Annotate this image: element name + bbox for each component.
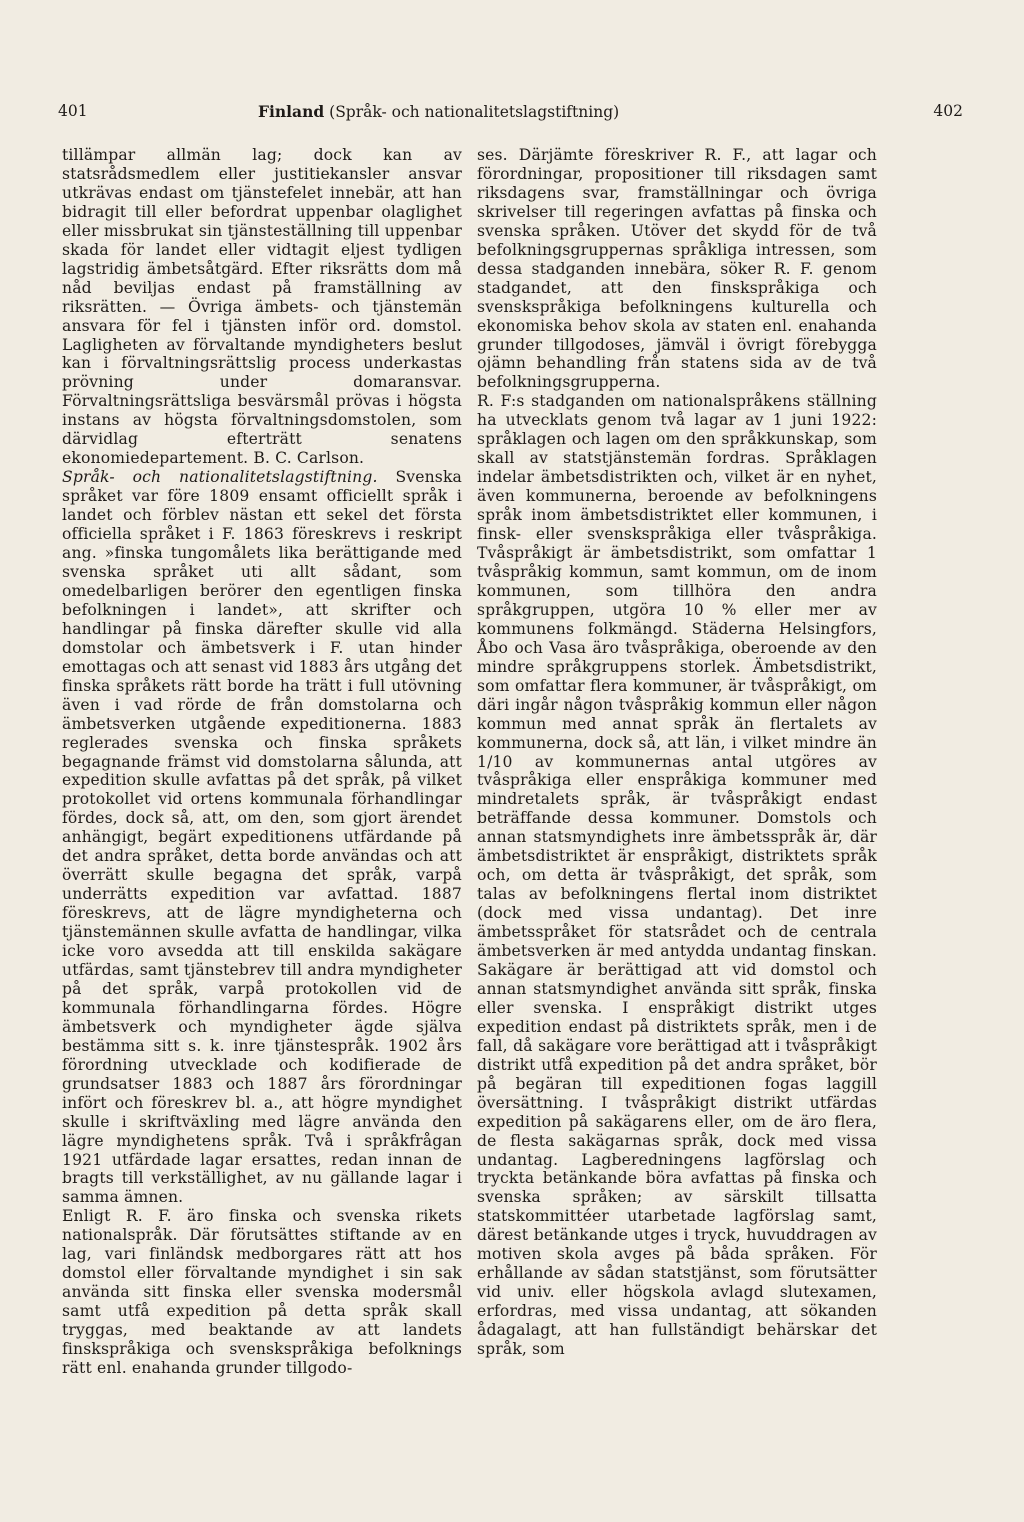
running-header: [58, 102, 963, 128]
page-number-left: 401: [58, 102, 88, 120]
paragraph: [62, 146, 462, 468]
paragraph-text: ses. Därjämte föreskriver R. F., att lagar och förordningar, propositioner till riksdagen samt riksdagens svar, framställningar och övriga skrivelser till regeringen avfattas på finska och svenska språken. Utöver det skydd för de två befolkningsgruppernas språkliga intressen, som dessa stadganden innebära, söker R. F. genom stadgandet, att den finskspråkiga och svenskspråkiga befolkningens kulturella och ekonomiska behov skola av staten enl. enahanda grunder tillgodoses, jämväl i övrigt förebygga ojämn behandling från statens sida av de två befolkningsgrupperna.: [477, 146, 877, 392]
paragraph: [62, 468, 462, 1207]
paragraph-text: Enligt R. F. äro finska och svenska rikets nationalspråk. Där förutsättes stiftande av en lag, vari finländsk medborgares rätt att hos domstol eller förvaltande myndighet i sin sak använda sitt finska eller svenska modersmål samt utfå expedition på detta språk skall tryggas, med beaktande av att landets finskspråkiga och svenskspråkiga befolknings rätt enl. enahanda grunder tillgodo-: [62, 1207, 462, 1377]
left-column: [62, 146, 462, 1378]
running-title-bold: Finland: [258, 102, 325, 121]
paragraph-text: av kommunernas antal utgöres av tvåspråkiga eller enspråkiga kommuner med mindretalets språk, är tvåspråkigt endast beträffande dessa kommuner. Domstols och annan statsmyndighets inre ämbetsspråk är, där ämbetsdistriktet är enspråkigt, distriktets språk och, om detta är tvåspråkigt, det språk, som talas av befolkningens flertal inom distriktet (dock med vissa undantag). Det inre ämbetsspråket för statsrådet och de centrala ämbetsverken är med antydda undantag finskan. Sakägare är berättigad att vid domstol och annan statsmyndighet använda sitt språk, finska eller svenska. I enspråkigt distrikt utges expedition endast på distriktets språk, men i de fall, då sakägare vore berättigad att i tvåspråkigt distrikt utfå expedition på det andra språket, bör på begäran till expeditionen fogas laggill översättning. I tvåspråkigt distrikt utfärdas expedition på sakägarens eller, om de äro flera, de flesta sakägarnas språk, dock med vissa undantag. Lagberedningens lagförslag och tryckta betänkande böra avfattas på finska och svenska språken; av särskilt tillsatta statskommittéer utarbetade lagförslag samt, därest betänkande utges i tryck, huvuddragen av motiven skola avges på båda språken. För erhållande av sådan statstjänst, som förutsätter vid univ. eller högskola avlagd slutexamen, erfordras, med vissa undantag, att sökanden ådagalagt, att han fullständigt behärskar det språk, som: [477, 752, 878, 1359]
right-column: [477, 146, 877, 1359]
paragraph-text: R. F:s stadganden om nationalspråkens ställning ha utvecklats genom två lagar av 1 juni 1922: språklagen och lagen om den språkkunskap, som skall av statstjänstemän fordras. Språklagen indelar ämbetsdistrikten och, vilket är en nyhet, även kommunerna, beroende av befolkningens språk inom ämbetsdistriktet eller kommunen, i finsk- eller svenskspråkiga eller tvåspråkiga. Tvåspråkigt är ämbetsdistrikt, som omfattar 1 tvåspråkig kommun, samt kommun, om de inom kommunen, som tillhöra den andra språkgruppen, utgöra 10 % eller mer av kommunens folkmängd. Städerna Helsingfors, Åbo och Vasa äro tvåspråkiga, oberoende av den mindre språkgruppens storlek. Ämbetsdistrikt, som omfattar flera kommuner, är tvåspråkigt, om däri ingår någon tvåspråkig kommun eller någon kommun med annat språk än flertalets av kommunerna, dock så, att län, i vilket mindre än: [477, 392, 877, 752]
page-number-right: 402: [933, 102, 963, 120]
paragraph-text: tillämpar allmän lag; dock kan av statsrådsmedlem eller justitiekansler ansvar utkrävas endast om tjänstefelet innebär, att han bidragit till eller befordrat uppenbar olaglighet eller missbrukat sin tjänsteställning till uppenbar skada för landet eller vidtagit eljest tydligen lagstridig ämbetsåtgärd. Efter riksrätts dom må nåd beviljas endast på framställning av riksrätten. — Övriga ämbets- och tjänstemän ansvara för fel i tjänsten inför ord. domstol. Lagligheten av förvaltande myndigheters beslut kan i förvaltningsrättslig process underkastas prövning under domaransvar. Förvaltningsrättsliga besvärsmål prövas i högsta instans av högsta förvaltningsdomstolen, som därvidlag efterträtt senatens ekonomiedepartement.: [62, 146, 462, 468]
section-heading: Språk- och nationalitetslagstiftning.: [62, 468, 378, 487]
paragraph: [477, 392, 877, 1359]
author-signature: B. C. Carlson.: [253, 449, 365, 468]
paragraph: [477, 146, 877, 392]
running-title-rest: (Språk- och nationalitetslagstiftning): [329, 103, 620, 121]
running-title: [258, 102, 619, 121]
paragraph: [62, 1207, 462, 1378]
paragraph-text: Svenska språket var före 1809 ensamt officiellt språk i landet och förblev nästan ett sekel det första officiella språket i F. 1863 föreskrevs i reskript ang. »finska tungomålets lika berättigande med svenska språket uti allt sådant, som omedelbarligen berörer den egentligen finska befolkningen i landet», att skrifter och handlingar på finska därefter skulle vid alla domstolar och ämbetsverk i F. utan hinder emottagas och att senast vid 1883 års utgång det finska språkets rätt borde ha trätt i full utövning även i vad rörde de från domstolarna och ämbetsverken utgående expeditionerna. 1883 reglerades svenska och finska språkets begagnande främst vid domstolarna sålunda, att expedition skulle avfattas på det språk, på vilket protokollet vid ortens kommunala förhandlingar fördes, dock så, att, om den, som gjort ärendet anhängigt, begärt expeditionens utfärdande på det andra språket, detta borde användas och att överrätt skulle begagna det språk, varpå underrätts expedition var avfattad. 1887 föreskrevs, att de lägre myndigheterna och tjänstemännen skulle avfatta de handlingar, vilka icke voro avsedda att till enskilda sakägare utfärdas, samt tjänstebrev till andra myndigheter på det språk, varpå protokollen vid de kommunala förhandlingarna fördes. Högre ämbetsverk och myndigheter ägde själva bestämma sitt s. k. inre tjänstespråk. 1902 års förordning utvecklade och kodifierade de grundsatser 1883 och 1887 års förordningar infört och föreskrev bl. a., att högre myndighet skulle i skriftväxling med lägre använda den lägre myndighetens språk. Två i språkfrågan 1921 utfärdade lagar ersattes, redan innan de bragts till verkställighet, av nu gällande lagar i samma ämnen.: [62, 468, 462, 1207]
fraction: 1/10: [477, 752, 513, 771]
